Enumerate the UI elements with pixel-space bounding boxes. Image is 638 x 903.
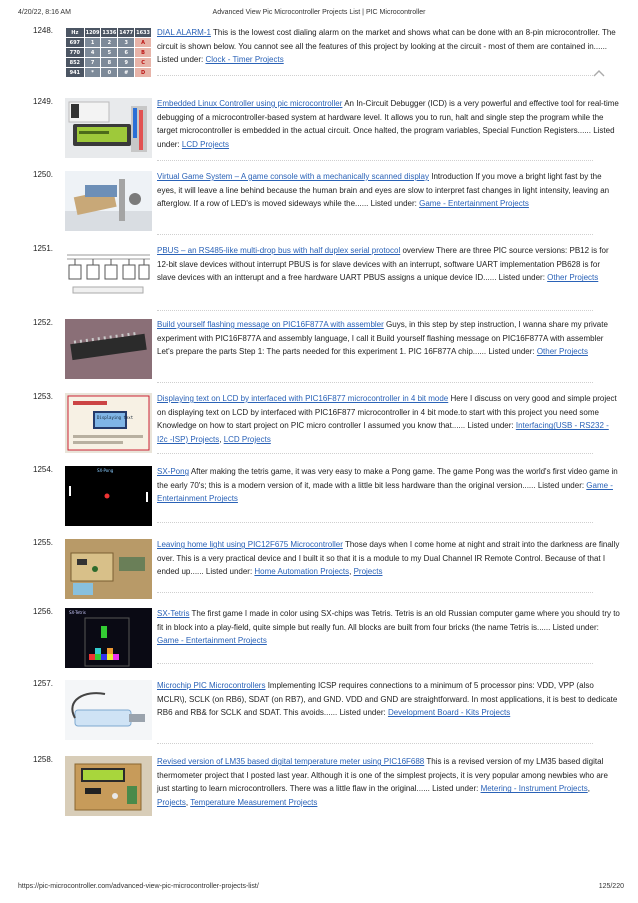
lcd-text-screenshot (65, 393, 152, 453)
entry-divider (157, 310, 593, 311)
dtmf-cell: A (135, 38, 152, 48)
entry-text: Introduction If you move a bright light fast by the eyes, it will leave a line behind because the human brain and eyes are slow to interpret fast changes in light intensity, leaving an afterglow. If a row of LED's is moved sideways while the...... Listed under: (157, 172, 610, 209)
entry-number: 1251. (33, 244, 54, 253)
chevron-up-icon[interactable] (593, 68, 605, 78)
entry-text: The first game I made in color using SX-chips was Tetris. Tetris is an old Russian computer game where you should try to fit in block into a play-field, quite simple but really fun. All blocks are built from four bricks (the name Tetris is...... Listed under: (157, 609, 620, 632)
entry-text: This is a revised version of my LM35 based digital thermometer project that I posted last year. Although it is one of the simplest projects, it is very popular among newbies who are just starting to learn microcontrollers. There was a little flaw in the original...... Listed under: (157, 757, 608, 794)
project-link[interactable]: Embedded Linux Controller using pic microcontroller (157, 99, 343, 108)
project-thumbnail[interactable] (65, 393, 152, 453)
entry-number: 1254. (33, 465, 54, 474)
project-link[interactable]: SX-Pong (157, 467, 190, 476)
tetris-thumb-title: SX-Tetris (69, 610, 86, 615)
dtmf-cell: 0 (101, 68, 118, 78)
project-link[interactable]: Revised version of LM35 based digital temperature meter using PIC16F688 (157, 757, 425, 766)
dtmf-cell: 3 (118, 38, 135, 48)
category-link[interactable]: Metering - Instrument Projects (480, 784, 588, 794)
project-thumbnail[interactable] (65, 539, 152, 599)
entry-divider (157, 234, 593, 235)
thermometer-board-photo (65, 756, 152, 816)
entry-number: 1249. (33, 97, 54, 106)
entry-number: 1252. (33, 318, 54, 327)
dtmf-header-cell: 1477 (119, 29, 134, 36)
entry-description (157, 465, 620, 506)
project-link[interactable]: SX-Tetris (157, 609, 190, 618)
entry-number: 1255. (33, 538, 54, 547)
category-link[interactable]: Other Projects (547, 273, 599, 283)
entry-description: Leaving home light using PIC12F675 Microcontroller Those days when I come home at night and strait into the darkness are finally over. This is a very practical device and I built it so that it is a module to my Dual Channel IR Remote Control. Because of that I ended up...... Listed under: Home Automation Projects, Projects (157, 540, 620, 577)
entry-text: Those days when I come home at night and strait into the darkness are finally over. This is a very practical device and I built it so that it is a module to my Dual Channel IR Remote Control. Because of that I ended up...... Listed under: (157, 540, 620, 577)
scanned-display-photo (65, 171, 152, 231)
entry-divider (157, 663, 593, 664)
dtmf-header-cell: 1633 (136, 29, 151, 36)
entry-description: Revised version of LM35 based digital temperature meter using PIC16F688 This is a revised version of my LM35 based digital thermometer project that I posted last year. Although it is one of the simplest projects, it is very popular among newbies who are just starting to learn microcontrollers. There was a little flaw in the original...... Listed under: Metering - Instrument Projects, Projects, Temperature Measurement Projects (157, 757, 608, 807)
entry-description (157, 607, 620, 648)
entry-number: 1253. (33, 392, 54, 401)
entry-divider (157, 522, 593, 523)
dtmf-cell: 2 (101, 38, 118, 48)
pong-game-screenshot (65, 466, 152, 526)
entry-divider (157, 592, 593, 593)
category-link[interactable]: Game - Entertainment Projects (157, 480, 613, 504)
tetris-game-screenshot (65, 608, 152, 668)
print-date: 4/20/22, 8:16 AM (18, 9, 71, 16)
category-link[interactable]: Projects (353, 567, 383, 577)
entry-description (157, 170, 620, 211)
project-thumbnail[interactable] (65, 680, 152, 740)
entry-divider (157, 160, 593, 161)
dtmf-cell: 7 (84, 58, 101, 68)
entry-description (157, 244, 620, 285)
entry-divider (157, 743, 593, 744)
project-link[interactable]: PBUS – an RS485-like multi-drop bus with half duplex serial protocol (157, 246, 401, 255)
category-link[interactable]: LCD Projects (223, 434, 271, 444)
bus-schematic-diagram (65, 245, 152, 305)
entry-description (157, 97, 620, 151)
category-link[interactable]: Interfacing(USB - RS232 - I2c -ISP) Projects (157, 421, 609, 444)
entry-number: 1250. (33, 170, 54, 179)
entry-description (157, 679, 620, 720)
dtmf-cell: 4 (84, 48, 101, 58)
entry-text: After making the tetris game, it was very easy to make a Pong game. The game Pong was the world's first video game in the early 70's; this is a modern version of it, made with a little bit less hardware than the original version...... Listed under: (157, 467, 618, 490)
category-link[interactable]: Clock - Timer Projects (205, 55, 284, 65)
dtmf-cell: 5 (101, 48, 118, 58)
programmer-device-photo (65, 680, 152, 740)
category-link[interactable]: Game - Entertainment Projects (419, 199, 529, 209)
dtmf-header-cell: 1209 (85, 29, 100, 36)
dtmf-header-cell: Hz (66, 28, 85, 38)
entry-divider (157, 453, 593, 454)
pong-thumb-title: SX-Pong (97, 468, 114, 473)
entry-text: Here I discuss on very good and simple project on displaying text on LCD by interfaced with PIC16F877 microcontroller in 4 bit mode.to start with this project you need some Knowledge on how to start project on PIC micro controller I assumed you know that...... Listed under: (157, 394, 617, 431)
entry-number: 1257. (33, 679, 54, 688)
lcd-thumb-text: Displaying text (97, 415, 134, 420)
entry-number: 1248. (33, 26, 54, 35)
dtmf-header-cell: 1336 (102, 29, 117, 36)
project-thumbnail[interactable] (65, 171, 152, 231)
dtmf-cell: C (135, 58, 152, 68)
dtmf-table-thumbnail[interactable] (65, 27, 152, 87)
dtmf-cell: * (84, 68, 101, 78)
dtmf-table (65, 27, 152, 78)
project-thumbnail[interactable] (65, 98, 152, 158)
dtmf-cell: 9 (118, 58, 135, 68)
dtmf-row-head: 770 (66, 48, 85, 58)
entry-number: 1258. (33, 755, 54, 764)
pic-chip-photo (65, 319, 152, 379)
category-link[interactable]: Game - Entertainment Projects (157, 636, 267, 646)
entry-text: Guys, in this step by step instruction, I wanna share my private experiment with PIC16F877A and assembly language, I call it Build yourself flashing message on PIC16F877A with assembler Let's prepare the parts Step 1: The parts needed for this experiment 1. PIC 16F877A chip...... Listed under: (157, 320, 608, 357)
dtmf-row-head: 852 (66, 58, 85, 68)
category-link[interactable]: LCD Projects (181, 139, 230, 149)
project-link[interactable]: Leaving home light using PIC12F675 Microcontroller (157, 540, 343, 549)
dtmf-cell: 6 (118, 48, 135, 58)
dtmf-cell: # (118, 68, 135, 78)
dtmf-cell: B (135, 48, 152, 58)
project-thumbnail[interactable] (65, 756, 152, 816)
page-number: 125/220 (598, 883, 624, 890)
entry-divider (157, 75, 593, 76)
project-link[interactable]: Displaying text on LCD by interfaced with PIC16F877 microcontroller in 4 bit mode (157, 394, 449, 403)
entry-description (157, 26, 620, 67)
entry-text: overview There are three PIC source versions: PB12 is for 12-bit slave devices without interrupt PBUS is for slave devices with an interrupt, software UART implementation PB628 is for slave devices with an intterupt and a free hardware UART PBUS assigns a unique device ID...... Listed under: (157, 246, 609, 283)
entry-description (157, 318, 620, 359)
dtmf-row-head: 941 (66, 68, 85, 78)
print-page-title: Advanced View Pic Microcontroller Projects List | PIC Microcontroller (212, 9, 426, 16)
dtmf-cell: 1 (84, 38, 101, 48)
project-link[interactable]: DIAL ALARM-1 (157, 28, 211, 37)
entry-number: 1256. (33, 607, 54, 616)
dtmf-row-head: 697 (66, 38, 85, 48)
entry-divider (157, 382, 593, 383)
dtmf-cell: D (135, 68, 152, 78)
entry-text: This is the lowest cost dialing alarm on the market and shows what can be done with an 8-pin microcontroller. The circuit is shown below. You cannot see all the features of this project by looking at the circuit - most of them are contained in...... Listed under: (157, 28, 616, 65)
category-link[interactable]: Development Board - Kits Projects (387, 708, 511, 718)
lcd-board-photo (65, 98, 152, 158)
entry-description: Displaying text on LCD by interfaced with PIC16F877 microcontroller in 4 bit mode Here I discuss on very good and simple project on displaying text on LCD by interfaced with PIC16F877 microcontroller in 4 bit mode.to start with this project you need some Knowledge on how to start project on PIC micro controller I assumed you know that...... Listed under: Interfacing(USB - RS232 - I2c -ISP) Projects, LCD Projects (157, 394, 617, 444)
category-link[interactable]: Temperature Measurement Projects (190, 797, 318, 807)
project-thumbnail[interactable] (65, 245, 152, 305)
dtmf-cell: 8 (101, 58, 118, 68)
category-link[interactable]: Projects (157, 797, 186, 807)
project-link[interactable]: Microchip PIC Microcontrollers (157, 681, 266, 690)
entry-text: An In-Circuit Debugger (ICD) is a very powerful and effective tool for real-time debugging of a microcontroller-based system at hardware level. It allows you to run, halt and single step the program while the target microcontroller is embedded in the actual circuit. Once halted, the program variables, Special Function Registers...... Listed under: (157, 99, 619, 149)
page-url: https://pic-microcontroller.com/advanced-view-pic-microcontroller-projects-list/ (18, 883, 259, 890)
pcb-module-photo (65, 539, 152, 599)
project-link[interactable]: Build yourself flashing message on PIC16F877A with assembler (157, 320, 384, 329)
project-thumbnail[interactable] (65, 466, 152, 526)
entry-text: Implementing ICSP requires connections to a minimum of 5 processor pins: VDD, VPP (also MCLR\), SCLK (on RB6), SDAT (on RB7), and GND. VDD and GND are straightforward. In most applications, it is best to dedicate RB6 and RB& for SCLK and SDAT. This avoids...... Listed under: (157, 681, 618, 718)
project-thumbnail[interactable] (65, 608, 152, 668)
category-link[interactable]: Home Automation Projects (254, 567, 350, 577)
category-link[interactable]: Other Projects (536, 347, 588, 357)
project-link[interactable]: Virtual Game System – A game console with a mechanically scanned display (157, 172, 429, 181)
project-thumbnail[interactable] (65, 319, 152, 379)
